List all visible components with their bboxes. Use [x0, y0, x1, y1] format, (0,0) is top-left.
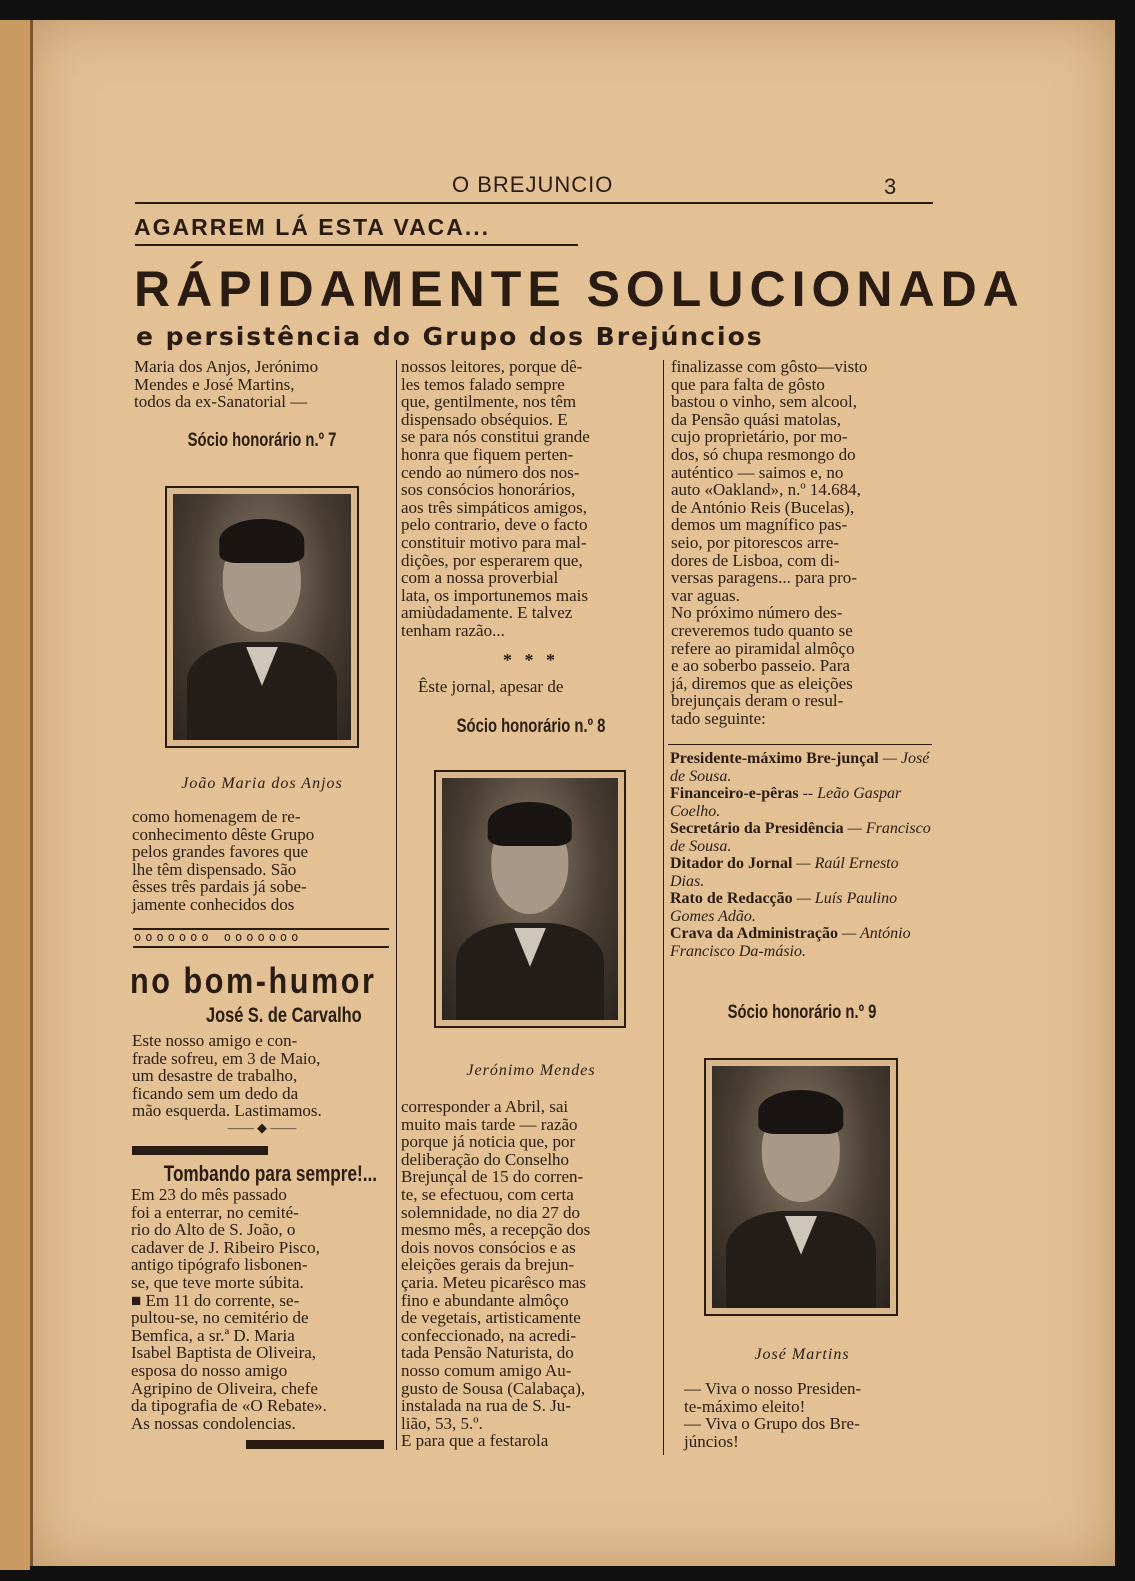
bom-humor-name: José S. de Carvalho [205, 1004, 362, 1027]
bom-humor-text: Este nosso amigo e con- frade sofreu, em 3 de Maio, um desastre de trabalho, ficando sem um dedo da mão esquerda. Lastimamos. [132, 1031, 322, 1121]
portrait-jeronimo-mendes [434, 770, 626, 1028]
result-row-3: Secretário da Presidência — Francisco de Sousa. [670, 820, 931, 855]
result-row-2: Financeiro-e-pêras -- Leão Gaspar Coelho. [670, 785, 902, 820]
col3-text1: finalizasse com gôsto—visto que para falta de gôsto bastou o vinho, sem alcool, da Pensão quási matolas, cujo proprietário, por mo- dos, só chupa resmongo do auténtico — saimos e, no auto «Oakland», n.º 14.684, de António Reis (Bucelas), demos um magnífico pas- seio, por pitorescos arre- dores de Lisboa, com di- versas paragens... para pro- var aguas. No próximo número des- creveremos tudo quanto se refere ao piramidal almôço e ao soberbo passeio. Para já, diremos que as eleições brejunçais deram o resul- tado seguinte: [671, 357, 868, 728]
tombando-heading: Tombando para sempre!... [163, 1161, 377, 1186]
socio-9-label: Sócio honorário n.º 9 [727, 1002, 877, 1023]
result-row-4: Ditador do Jornal — Raúl Ernesto Dias. [670, 855, 899, 890]
subtitle: e persistência do Grupo dos Brejúncios [136, 322, 764, 351]
caption-joao: João Maria dos Anjos [181, 775, 343, 792]
result-row-5: Rato de Redacção — Luís Paulino Gomes Adão. [670, 890, 898, 925]
kicker-heading: AGARREM LÁ ESTA VACA... [134, 214, 491, 240]
portrait-jose-martins [704, 1058, 898, 1316]
kicker-rule [135, 244, 578, 246]
col1-intro: Maria dos Anjos, Jerónimo Mendes e José Martins, todos da ex-Sanatorial — [134, 357, 319, 412]
page-number: 3 [884, 174, 898, 199]
paper-name: O BREJUNCIO [452, 172, 614, 197]
col2-text1: nossos leitores, porque dê- les temos falado sempre que, gentilmente, nos têm dispensado obséquios. E se para nós constitui grande honra que fiquem perten- cendo ao número dos nos- sos consócios honorários, aos três simpáticos amigos, pelo contrario, deve o facto constituir motivo para mal- dições, por esperarem que, com a nossa proverbial lata, os importunemos mais amiùdadamente. E talvez tenham razão... [401, 357, 590, 640]
col2-text3: corresponder a Abril, sai muito mais tarde — razão porque já noticia que, por deliberação do Conselho Brejunçal de 15 do corren- te, se efectuou, com certa solemnidade, no dia 27 do mesmo mês, a recepção dos dois novos consócios e as eleições gerais da brejun- çaria. Meteu picarêsco mas fino e abundante almôço de vegetais, artisticamente confeccionado, na acredi- tada Pensão Naturista, do nosso comum amigo Au- gusto de Sousa (Calabaça), instalada na rua de S. Ju- lião, 53, 5.º. E para que a festarola [401, 1097, 591, 1451]
stars-separator: * * * [503, 650, 559, 670]
results-rule [668, 744, 932, 745]
col1-end-bar [246, 1440, 384, 1449]
election-results [670, 750, 932, 960]
result-row-1: Presidente-máximo Bre-junçal — José de Sousa. [670, 750, 930, 785]
col2-text2: Êste jornal, apesar de [418, 677, 564, 696]
tombando-bar [132, 1146, 268, 1155]
caption-jose-martins: José Martins [754, 1346, 850, 1363]
socio-8-label: Sócio honorário n.º 8 [456, 716, 606, 737]
socio-7-label: Sócio honorário n.º 7 [187, 430, 337, 451]
bom-humor-separator: —— ◆ —— [227, 1120, 297, 1135]
col1-text2: como homenagem de re- conhecimento dêste Grupo pelos grandes favores que lhe têm dispensado. São êsses três pardais já sobe- jamente conhecidos dos [132, 807, 315, 914]
tombando-text: Em 23 do mês passado foi a enterrar, no cemité- rio do Alto de S. João, o cadaver de J. Ribeiro Pisco, antigo tipógrafo lisbonen- se, que teve morte súbita. ■ Em 11 do corrente, se- pultou-se, no cemitério de Bemfica, a sr.ª D. Maria Isabel Baptista de Oliveira, esposa do nosso amigo Agripino de Oliveira, chefe da tipografia de «O Rebate». As nossas condolencias. [131, 1185, 327, 1433]
column-rule-2 [663, 360, 664, 1455]
bom-humor-heading: no bom-humor [130, 960, 377, 1001]
main-title: RÁPIDAMENTE SOLUCIONADA [134, 261, 1025, 317]
result-row-6: Crava da Administração — António Francisco Da-másio. [670, 925, 911, 960]
ornament-row: ooooooo ooooooo [134, 930, 303, 944]
ornament-rule-bottom [133, 946, 389, 948]
column-rule-1 [396, 360, 397, 1450]
portrait-joao-maria-dos-anjos [165, 486, 359, 748]
caption-jeronimo: Jerónimo Mendes [466, 1062, 596, 1079]
previous-page-edge [0, 20, 30, 1570]
header-rule [135, 202, 933, 204]
page-fold [30, 20, 33, 1566]
closing-cheers: — Viva o nosso Presiden- te-máximo eleito! — Viva o Grupo dos Bre- júncios! [684, 1379, 862, 1451]
